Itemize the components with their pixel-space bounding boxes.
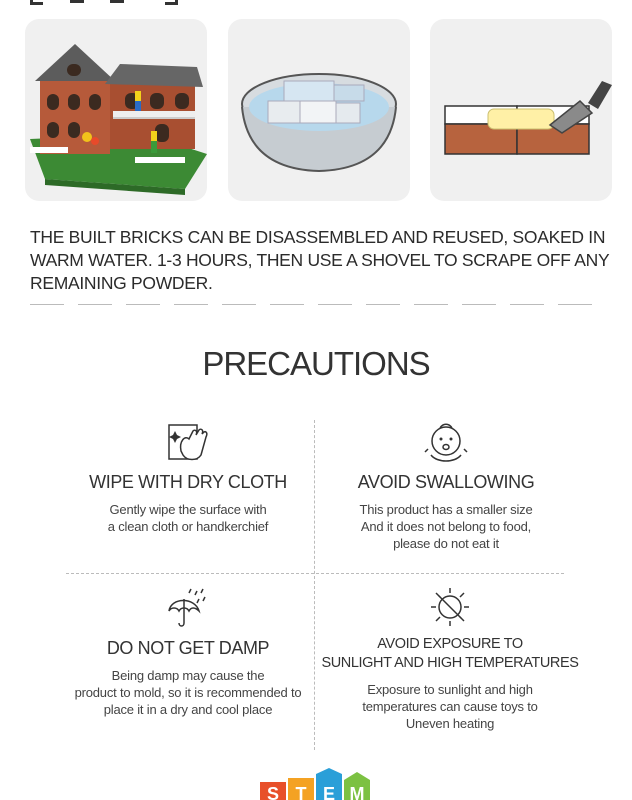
soaking-bowl-image: [228, 19, 410, 201]
wipe-hand-icon: [163, 421, 213, 465]
precaution-heading: AVOID SWALLOWING: [357, 472, 535, 492]
precaution-sunlight: [300, 585, 600, 732]
precaution-heading: AVOID EXPOSURE TO SUNLIGHT AND HIGH TEMPERATURES: [321, 636, 579, 671]
logo-letter-e: E: [322, 784, 336, 800]
precaution-description: Gently wipe the surface with a clean cloth or handkerchief: [107, 502, 269, 534]
reuse-instructions-text: THE BUILT BRICKS CAN BE DISASSEMBLED AND REUSED, SOAKED IN WARM WATER. 1-3 HOURS, THEN USE A SHOVEL TO SCRAPE OFF ANY REMAINING POWDER.: [30, 227, 610, 293]
umbrella-rain-icon: [163, 585, 213, 631]
brick-house-image: [25, 19, 207, 201]
no-sun-icon: [427, 585, 473, 629]
scraping-bricks-image: [430, 19, 612, 201]
logo-letter-t: T: [295, 784, 307, 800]
logo-letter-s: S: [266, 784, 280, 800]
precaution-heading: DO NOT GET DAMP: [106, 638, 270, 658]
precaution-damp: [38, 585, 338, 718]
precaution-heading: WIPE WITH DRY CLOTH: [89, 472, 287, 492]
precaution-wipe: [38, 421, 338, 535]
horizontal-divider: [66, 573, 564, 574]
precautions-title: PRECAUTIONS: [202, 345, 430, 382]
stem-logo: [256, 768, 376, 800]
precaution-description: Being damp may cause the product to mold, so it is recommended to place it in a dry and cool place: [74, 668, 302, 717]
precaution-description: This product has a smaller size And it does not belong to food, please do not eat it: [359, 502, 533, 551]
precaution-description: Exposure to sunlight and high temperatures can cause toys to Uneven heating: [362, 682, 538, 731]
dashed-divider: [30, 304, 605, 305]
logo-letter-m: M: [349, 784, 365, 800]
baby-face-icon: [423, 419, 469, 465]
precaution-swallowing: [296, 419, 596, 552]
top-bracket-decoration: [30, 0, 178, 4]
